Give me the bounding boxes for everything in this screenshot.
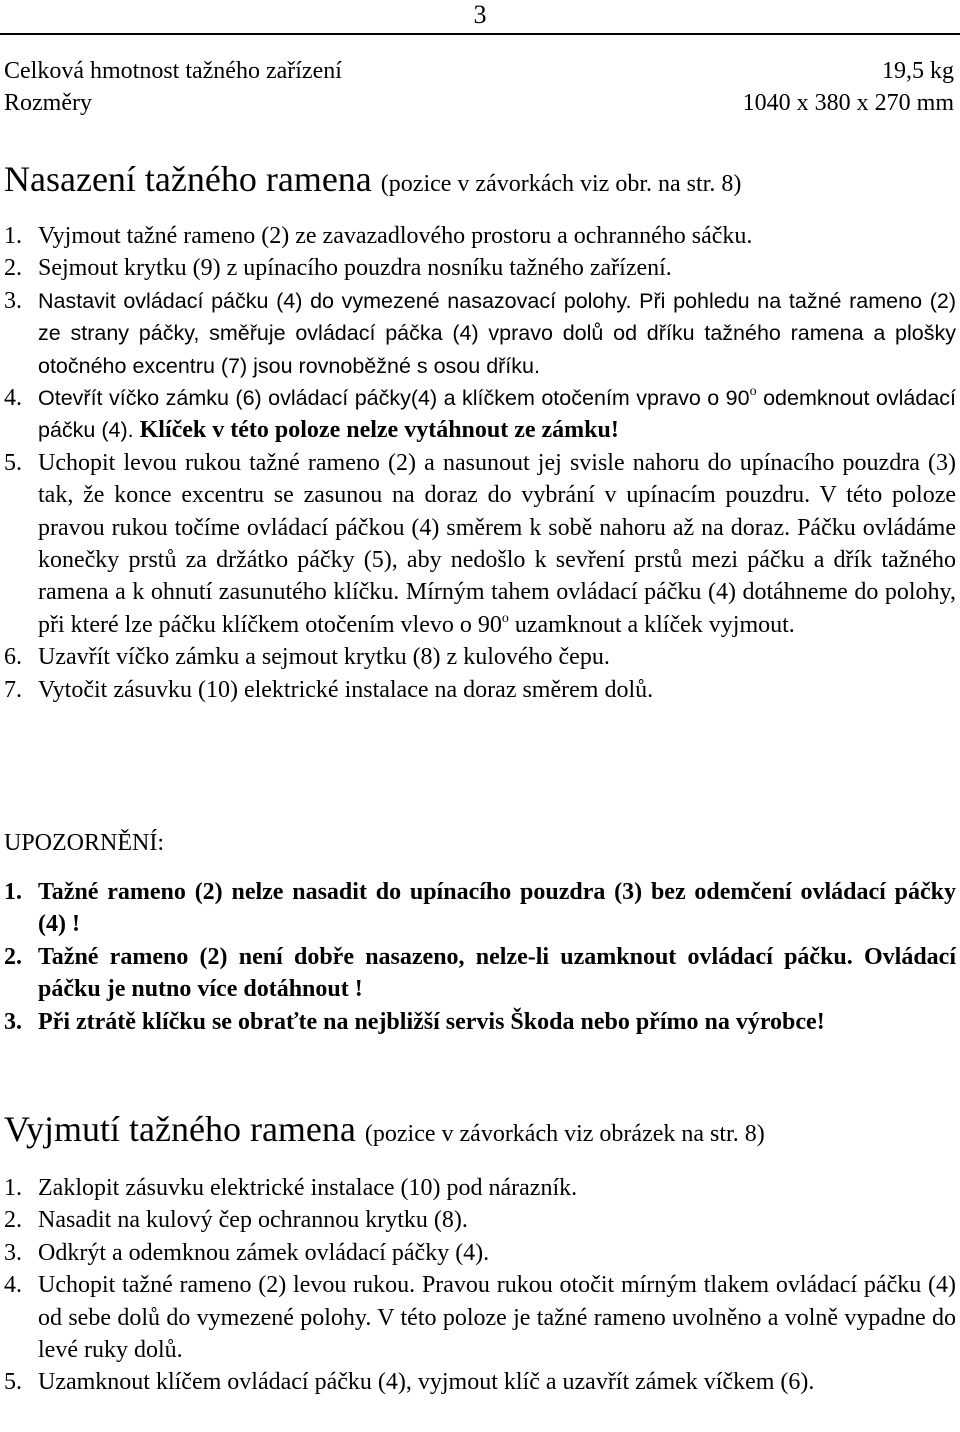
item-number: 2. bbox=[4, 255, 22, 282]
degree-mark: o bbox=[749, 384, 757, 400]
section-heading-vyjmuti bbox=[4, 1108, 956, 1155]
degree-mark: o bbox=[501, 610, 509, 626]
item-number: 3. bbox=[4, 287, 22, 314]
item-text: Při ztrátě klíčku se obraťte na nejbližší servis Škoda nebo přímo na výrobce! bbox=[38, 1008, 825, 1035]
warning-title: UPOZORNĚNÍ: bbox=[4, 830, 164, 856]
item-text: Uzamknout klíčem ovládací páčku (4), vyjmout klíč a uzavřít zámek víčkem (6). bbox=[38, 1369, 815, 1396]
list-item bbox=[4, 1269, 956, 1366]
spec-value: 1040 x 380 x 270 mm bbox=[742, 90, 954, 116]
item-text: Uchopit levou rukou tažné rameno (2) a nasunout jej svisle nahoru do upínacího pouzdra (3) tak, že konce excentru se zasunou na doraz do vybrání v upínacím pouzdru. V této poloze pravou rukou točíme ovládací páčkou (4) směrem k sobě nahoru až na doraz. Páčku ovládáme konečky prstů za držátko páčky (5), aby nedošlo k sevření prstů mezi páčku a dřík tažného ramena a k ohnutí zasunutého klíčku. Mírným tahem ovládací páčku (4) dotáhneme do polohy, při které lze páčku klíčkem otočením vlevo o 90 bbox=[38, 449, 956, 638]
list-item bbox=[4, 1204, 956, 1236]
section-title: Nasazení tažného ramena bbox=[4, 159, 372, 199]
item-text: Uchopit tažné rameno (2) levou rukou. Pravou rukou otočit mírným tlakem ovládací páčku (4) od sebe dolů do vymezené polohy. V této poloze je tažné rameno uvolněno a volně vypadne do levé ruky dolů. bbox=[38, 1272, 956, 1364]
item-number: 5. bbox=[4, 449, 22, 476]
section-heading-nasazeni bbox=[4, 158, 956, 205]
item-text-cont: Při pohledu na tažné rameno (2) ze strany páčky, směřuje ovládací páčka (4) vpravo dolů od dříku tažného ramena a plošky otočného excentru (7) jsou rovnoběžné s osou dříku. bbox=[38, 288, 956, 378]
list-item bbox=[4, 285, 956, 382]
item-text: Vyjmout tažné rameno (2) ze zavazadlového prostoru a ochranného sáčku. bbox=[38, 223, 753, 249]
item-number: 4. bbox=[4, 1272, 22, 1299]
item-text: Uzavřít víčko zámku a sejmout krytku (8) z kulového čepu. bbox=[38, 644, 610, 671]
list-item bbox=[4, 447, 956, 641]
item-number: 3. bbox=[4, 1008, 22, 1035]
item-number: 5. bbox=[4, 1369, 22, 1396]
list-item bbox=[4, 941, 956, 1006]
item-text: Sejmout krytku (9) z upínacího pouzdra nosníku tažného zařízení. bbox=[38, 255, 672, 282]
spec-label: Celková hmotnost tažného zařízení bbox=[4, 58, 342, 84]
item-text: Vytočit zásuvku (10) elektrické instalace na doraz směrem dolů. bbox=[38, 676, 654, 703]
section-subtitle: (pozice v závorkách viz obrázek na str. 8) bbox=[364, 1121, 765, 1147]
item-number: 6. bbox=[4, 644, 22, 671]
item-text: Tažné rameno (2) není dobře nasazeno, nelze-li uzamknout ovládací páčku. Ovládací páčku je nutno více dotáhnout ! bbox=[38, 943, 956, 1003]
spec-dimensions bbox=[4, 88, 954, 118]
item-number: 4. bbox=[4, 385, 22, 412]
item-text-cont: uzamknout a klíček vyjmout. bbox=[514, 611, 795, 638]
spec-weight bbox=[4, 56, 954, 86]
item-text: Zaklopit zásuvku elektrické instalace (10) pod nárazník. bbox=[38, 1175, 578, 1201]
list-item bbox=[4, 1237, 956, 1269]
item-number: 1. bbox=[4, 1175, 22, 1201]
list-item bbox=[4, 1366, 956, 1398]
list-item bbox=[4, 674, 956, 706]
item-number: 2. bbox=[4, 943, 22, 970]
item-number: 7. bbox=[4, 676, 22, 703]
item-text: Tažné rameno (2) nelze nasadit do upínacího pouzdra (3) bez odemčení ovládací páčky (4) ! bbox=[38, 879, 956, 938]
header-rule bbox=[0, 33, 960, 35]
item-number: 1. bbox=[4, 223, 22, 249]
item-text: Otevřít víčko zámku (6) ovládací páčky(4) a klíčkem otočením vpravo o 90 bbox=[38, 386, 750, 411]
list-item bbox=[4, 1172, 956, 1204]
list-item bbox=[4, 382, 956, 447]
warning-list bbox=[4, 876, 956, 1038]
list-item bbox=[4, 641, 956, 673]
steps-list-vyjmuti bbox=[4, 1172, 956, 1399]
item-number: 2. bbox=[4, 1207, 22, 1234]
list-item bbox=[4, 220, 956, 252]
steps-list-nasazeni bbox=[4, 220, 956, 706]
section-subtitle: (pozice v závorkách viz obr. na str. 8) bbox=[380, 171, 742, 197]
item-bold-note: Klíček v této poloze nelze vytáhnout ze zámku! bbox=[139, 417, 619, 444]
item-text: Nasadit na kulový čep ochrannou krytku (8). bbox=[38, 1207, 468, 1234]
list-item bbox=[4, 252, 956, 284]
spec-value: 19,5 kg bbox=[882, 58, 954, 84]
item-number: 1. bbox=[4, 879, 22, 905]
item-text: Odkrýt a odemknou zámek ovládací páčky (4). bbox=[38, 1239, 490, 1266]
item-text-cont: odemknout ovládací páčku (4). bbox=[38, 386, 956, 443]
list-item bbox=[4, 876, 956, 941]
section-title: Vyjmutí tažného ramena bbox=[4, 1109, 356, 1149]
item-text: Nastavit ovládací páčku (4) do vymezené nasazovací polohy. bbox=[38, 288, 632, 313]
page-number: 3 bbox=[473, 0, 487, 29]
list-item bbox=[4, 1006, 956, 1038]
item-number: 3. bbox=[4, 1239, 22, 1266]
spec-label: Rozměry bbox=[4, 90, 92, 116]
